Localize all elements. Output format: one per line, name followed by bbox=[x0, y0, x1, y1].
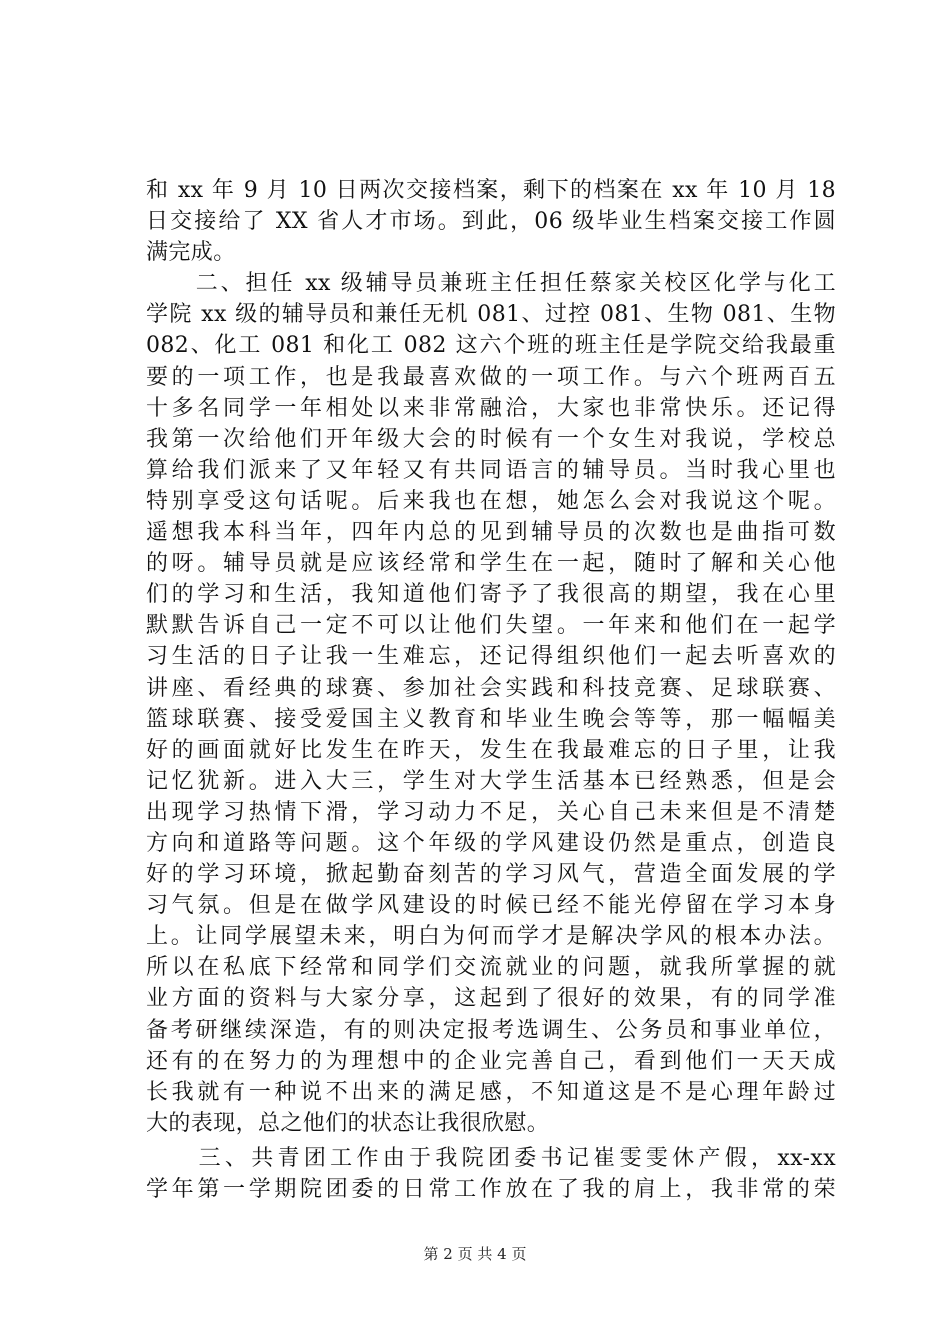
text-line: 遥想我本科当年，四年内总的见到辅导员的次数也是曲指可数 bbox=[146, 520, 836, 546]
text-line: 业方面的资料与大家分享，这起到了很好的效果，有的同学准 bbox=[146, 986, 836, 1012]
text-line: 满完成。 bbox=[146, 240, 236, 266]
text-line: 082、化工 081 和化工 082 这六个班的班主任是学院交给我最重 bbox=[146, 333, 836, 359]
text-line: 日交接给了 XX 省人才市场。到此，06 级毕业生档案交接工作圆 bbox=[146, 209, 836, 235]
text-line: 习生活的日子让我一生难忘，还记得组织他们一起去听喜欢的 bbox=[146, 644, 836, 670]
text-line: 还有的在努力的为理想中的企业完善自己，看到他们一天天成 bbox=[146, 1048, 836, 1074]
body-text bbox=[146, 175, 836, 1205]
text-line: 备考研继续深造，有的则决定报考选调生、公务员和事业单位， bbox=[146, 1017, 836, 1043]
text-line: 学年第一学期院团委的日常工作放在了我的肩上，我非常的荣 bbox=[146, 1177, 836, 1202]
text-line: 好的画面就好比发生在昨天，发生在我最难忘的日子里，让我 bbox=[146, 737, 836, 763]
text-line: 大的表现，总之他们的状态让我很欣慰。 bbox=[146, 1110, 550, 1136]
text-line: 我第一次给他们开年级大会的时候有一个女生对我说，学校总 bbox=[146, 426, 836, 452]
text-line: 要的一项工作，也是我最喜欢做的一项工作。与六个班两百五 bbox=[146, 364, 836, 390]
text-line: 所以在私底下经常和同学们交流就业的问题，就我所掌握的就 bbox=[146, 955, 836, 981]
text-line: 学院 xx 级的辅导员和兼任无机 081、过控 081、生物 081、生物 bbox=[146, 302, 836, 328]
text-line: 习气氛。但是在做学风建设的时候已经不能光停留在学习本身 bbox=[146, 893, 836, 919]
paragraph-heading-line: 二、担任 xx 级辅导员兼班主任担任蔡家关校区化学与化工 bbox=[146, 271, 836, 297]
text-line: 和 xx 年 9 月 10 日两次交接档案，剩下的档案在 xx 年 10 月 18 bbox=[146, 178, 836, 203]
text-line: 好的学习环境，掀起勤奋刻苦的学习风气，营造全面发展的学 bbox=[146, 862, 836, 888]
text-line: 长我就有一种说不出来的满足感，不知道这是不是心理年龄过 bbox=[146, 1079, 836, 1105]
paragraph-heading-line: 三、共青团工作由于我院团委书记崔雯雯休产假，xx-xx bbox=[146, 1145, 836, 1171]
text-line: 们的学习和生活，我知道他们寄予了我很高的期望，我在心里 bbox=[146, 582, 836, 608]
text-line: 记忆犹新。进入大三，学生对大学生活基本已经熟悉，但是会 bbox=[146, 768, 836, 794]
text-line: 上。让同学展望未来，明白为何而学才是解决学风的根本办法。 bbox=[146, 924, 836, 950]
text-line: 讲座、看经典的球赛、参加社会实践和科技竞赛、足球联赛、 bbox=[146, 675, 836, 701]
text-line: 算给我们派来了又年轻又有共同语言的辅导员。当时我心里也 bbox=[146, 457, 836, 483]
text-line: 默默告诉自己一定不可以让他们失望。一年来和他们在一起学 bbox=[146, 613, 836, 639]
text-line: 出现学习热情下滑，学习动力不足，关心自己未来但是不清楚 bbox=[146, 799, 836, 825]
text-line: 特别享受这句话呢。后来我也在想，她怎么会对我说这个呢。 bbox=[146, 488, 836, 514]
text-line: 篮球联赛、接受爱国主义教育和毕业生晚会等等，那一幅幅美 bbox=[146, 706, 836, 732]
text-line: 方向和道路等问题。这个年级的学风建设仍然是重点，创造良 bbox=[146, 830, 836, 856]
text-line: 十多名同学一年相处以来非常融洽，大家也非常快乐。还记得 bbox=[146, 395, 836, 421]
page-number-footer: 第 2 页 共 4 页 bbox=[423, 1245, 527, 1263]
text-line: 的呀。辅导员就是应该经常和学生在一起，随时了解和关心他 bbox=[146, 551, 836, 577]
